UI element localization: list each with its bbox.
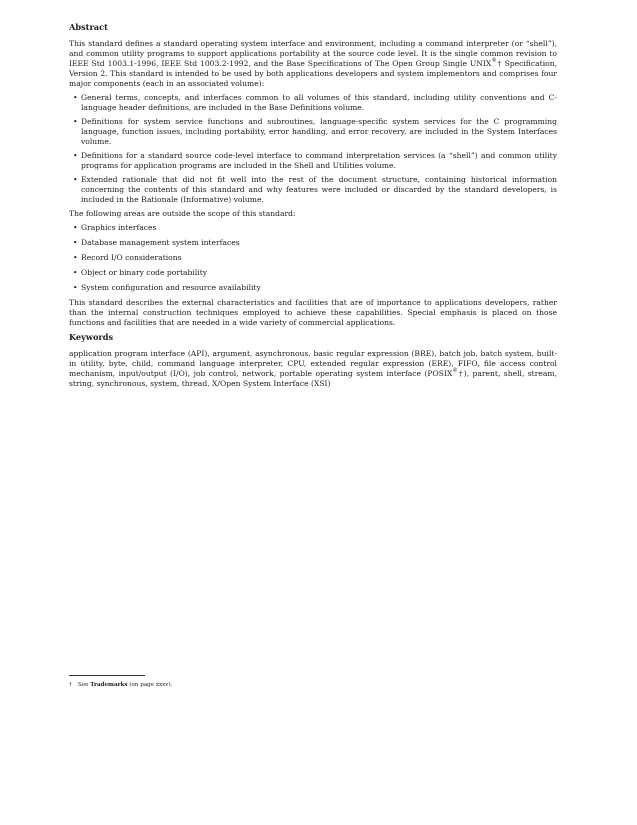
keywords-part-a: application program interface (API), argument, asynchronous, basic regular expression (BRE), batch job, batch system, built-in utility, byte, child, command language interpreter, CPU, extended regular expression (ERE), FIFO, file access control mechanism, input/output (I/O), job control, network, portable operating system interface (POSIX: [69, 349, 557, 378]
list-item: [69, 175, 557, 205]
footnote: [69, 681, 172, 689]
list-item: [69, 223, 557, 233]
registered-mark: ®: [452, 368, 458, 374]
list-item-text: Database management system interfaces: [81, 238, 240, 247]
bullet-icon: •: [73, 283, 78, 292]
list-item-text: System configuration and resource availability: [81, 283, 261, 292]
list-item: [69, 151, 557, 171]
footnote-suffix: (on page xxxv).: [127, 682, 173, 688]
document-page: [69, 22, 557, 393]
list-item: [69, 253, 557, 263]
list-item: [69, 268, 557, 278]
registered-mark: ®: [491, 58, 497, 64]
list-item-text: Object or binary code portability: [81, 268, 208, 277]
bullet-icon: •: [73, 223, 78, 232]
abstract-closing: This standard describes the external characteristics and facilities that are of importance to applications developers, rather than the internal construction techniques employed to achieve these capabilities. Special emphasis is placed on those functions and facilities that are needed in a wide variety of commercial applications.: [69, 298, 557, 327]
abstract-intro-part-b: † Specification, Version 2. This standard is intended to be used by both applications developers and system implementors and comprises four major components (each in an associated volume):: [69, 59, 557, 88]
keywords-heading: Keywords: [69, 332, 114, 342]
footnote-prefix: See: [78, 682, 91, 688]
bullet-icon: •: [73, 117, 78, 126]
list-item-text: Extended rationale that did not fit well into the rest of the document structure, containing historical information concerning the contents of this standard and why features were included or discarded by the standard developers, is included in the Rationale (Informative) volume.: [81, 175, 557, 204]
bullet-icon: •: [73, 253, 78, 262]
scope-intro: The following areas are outside the scope of this standard:: [69, 209, 296, 218]
list-item-text: General terms, concepts, and interfaces common to all volumes of this standard, including utility conventions and C-language header definitions, are included in the Base Definitions volume.: [81, 93, 557, 112]
abstract-heading: Abstract: [69, 22, 108, 32]
bullet-icon: •: [73, 175, 78, 184]
out-of-scope-list: [69, 223, 557, 293]
list-item: [69, 238, 557, 248]
bullet-icon: •: [73, 268, 78, 277]
bullet-icon: •: [73, 238, 78, 247]
footnote-divider: [69, 675, 145, 676]
list-item: [69, 93, 557, 113]
list-item: [69, 283, 557, 293]
bullet-icon: •: [73, 151, 78, 160]
list-item-text: Record I/O considerations: [81, 253, 182, 262]
components-list: [69, 93, 557, 205]
keywords-text: [69, 349, 557, 389]
abstract-intro-part-a: This standard defines a standard operating system interface and environment, including a command interpreter (or “shell”), and common utility programs to support applications portability at the source code level. It is the single common revision to IEEE Std 1003.1-1996, IEEE Std 1003.2-1992, and the Base Specifications of The Open Group Single UNIX: [69, 39, 557, 68]
list-item-text: Definitions for system service functions and subroutines, language-specific system services for the C programming language, function issues, including portability, error handling, and error recovery, are included in the System Interfaces volume.: [81, 117, 557, 146]
trademarks-reference: Trademarks: [90, 682, 128, 688]
bullet-icon: •: [73, 93, 78, 102]
abstract-intro: [69, 39, 557, 89]
list-item-text: Graphics interfaces: [81, 223, 157, 232]
footnote-mark: †: [69, 682, 72, 688]
keywords-part-b: †), parent, shell, stream, string, synchronous, system, thread, X/Open System Interface (XSI): [69, 369, 557, 388]
list-item-text: Definitions for a standard source code-level interface to command interpretation services (a “shell”) and common utility programs for application programs are included in the Shell and Utilities volume.: [81, 151, 557, 170]
list-item: [69, 117, 557, 147]
